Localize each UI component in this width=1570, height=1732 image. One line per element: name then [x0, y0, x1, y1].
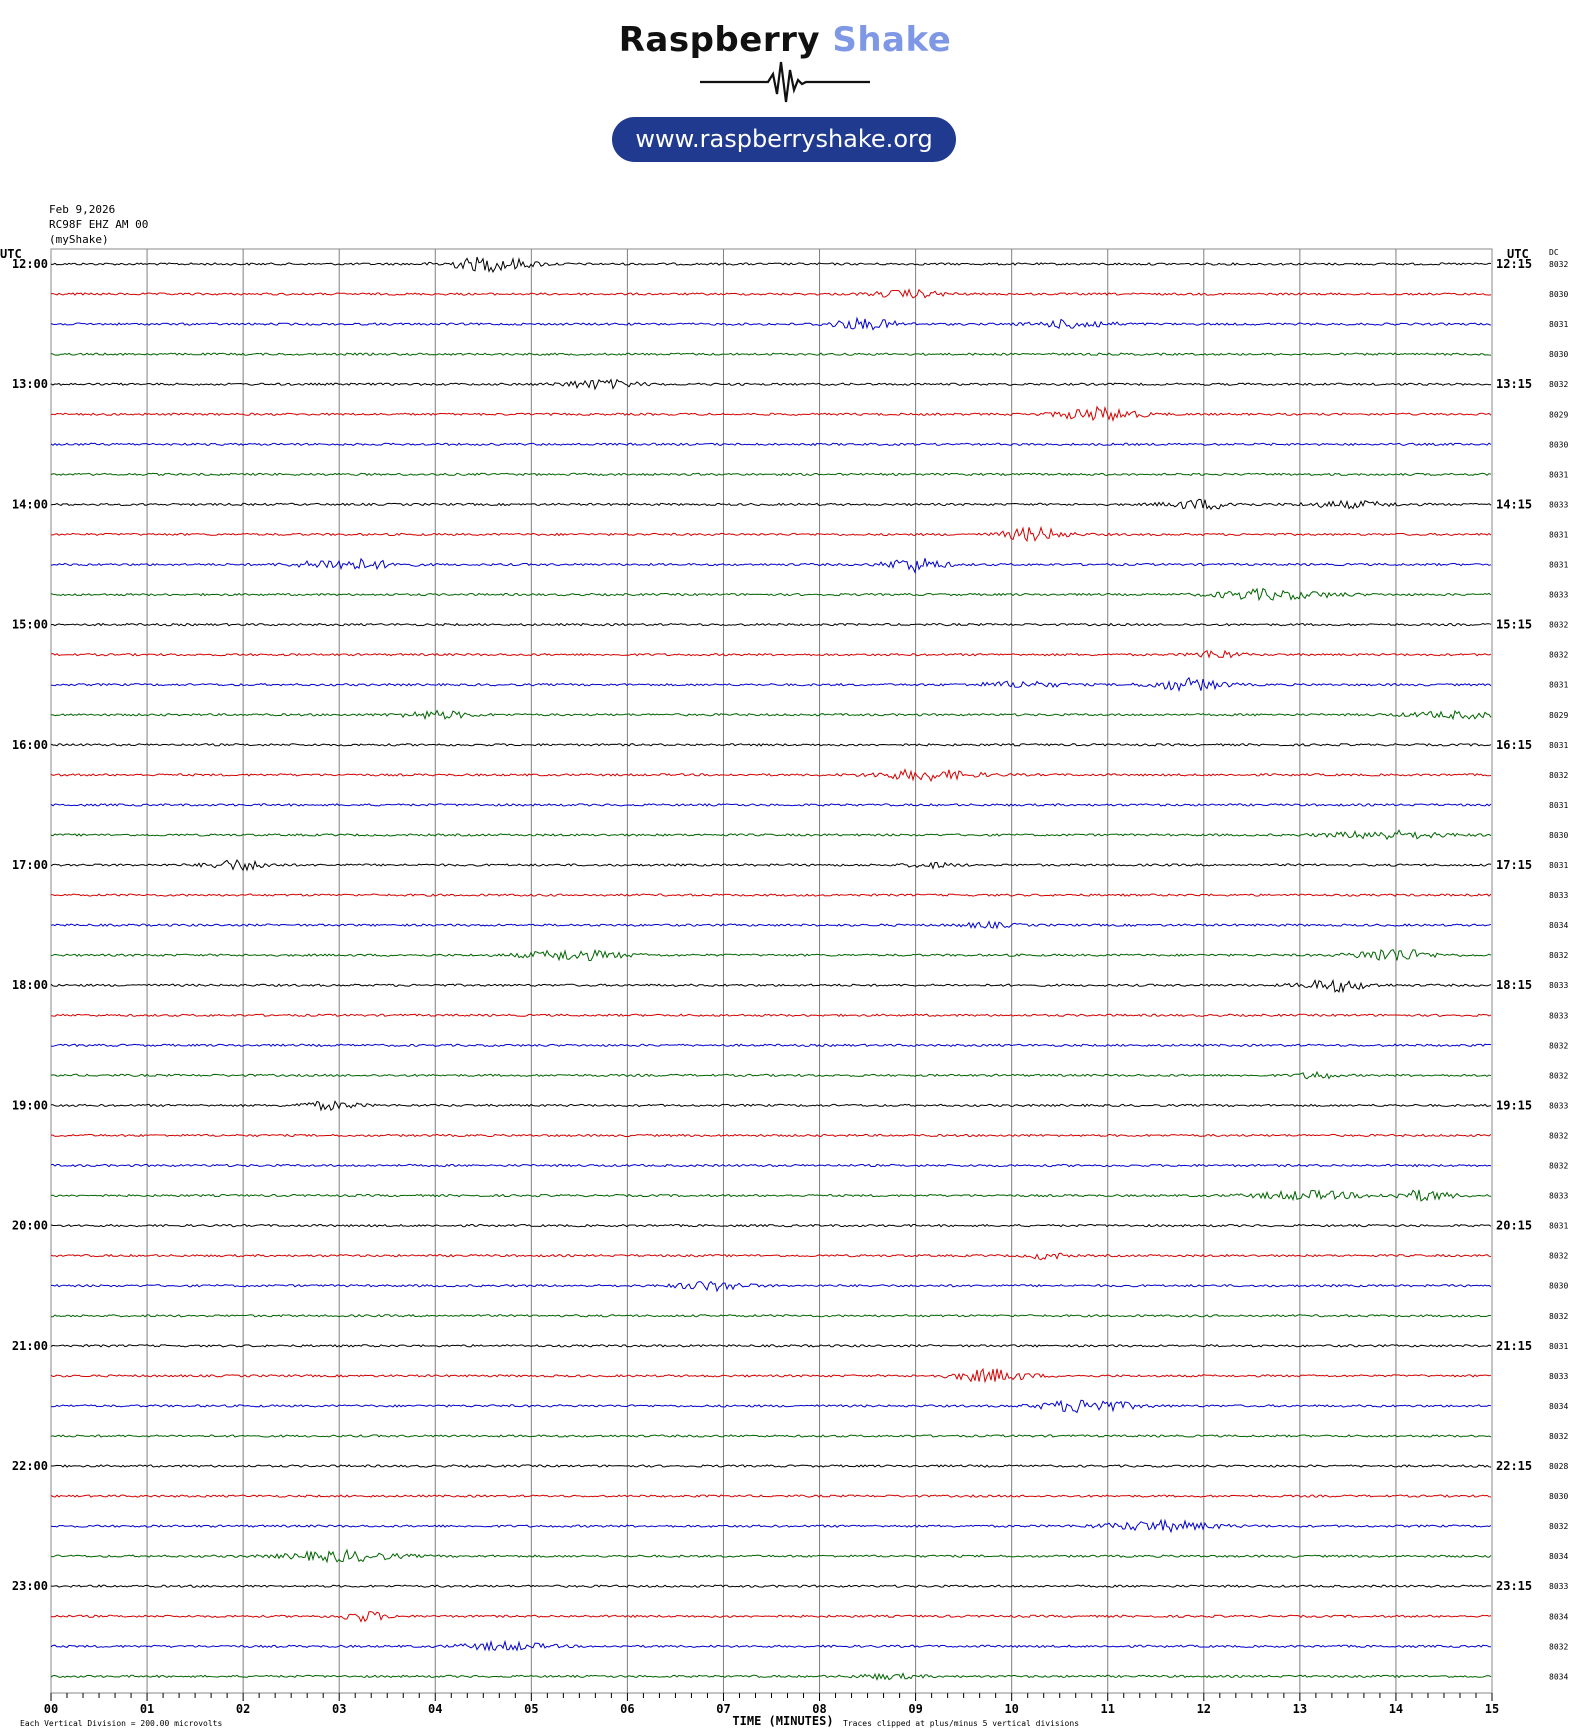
dc-offset-label: 8034 — [1549, 921, 1569, 931]
dc-offset-label: 8030 — [1549, 1281, 1569, 1291]
seismic-trace — [51, 1134, 1491, 1136]
hour-label-left: 19:00 — [11, 1098, 48, 1113]
seismic-trace — [51, 473, 1491, 475]
dc-offset-label: 8029 — [1549, 410, 1569, 420]
seismic-trace — [51, 1345, 1491, 1347]
dc-offset-label: 8030 — [1549, 1492, 1569, 1502]
seismic-trace — [51, 407, 1491, 421]
dc-offset-label: 8032 — [1549, 1161, 1569, 1171]
seismic-trace — [51, 980, 1491, 992]
x-tick-label: 04 — [428, 1702, 443, 1716]
x-tick-label: 05 — [524, 1702, 539, 1716]
dc-header: DC — [1549, 248, 1559, 257]
dc-offset-label: 8031 — [1549, 800, 1569, 810]
x-tick-label: 15 — [1484, 1702, 1500, 1716]
data-source: (myShake) — [49, 233, 109, 246]
clip-note: Traces clipped at plus/minus 5 vertical divisions — [843, 1719, 1080, 1728]
dc-offset-label: 8032 — [1549, 1642, 1569, 1652]
dc-offset-label: 8032 — [1549, 1131, 1569, 1141]
hour-label-right: 19:15 — [1496, 1098, 1533, 1113]
seismic-trace — [51, 711, 1491, 719]
hour-label-right: 17:15 — [1496, 858, 1533, 872]
seismic-trace — [51, 1642, 1491, 1651]
hour-label-left: 21:00 — [11, 1338, 48, 1353]
dc-offset-label: 8032 — [1549, 620, 1569, 630]
x-tick-label: 07 — [716, 1702, 731, 1716]
hour-label-left: 22:00 — [11, 1459, 48, 1473]
seismic-trace — [51, 744, 1491, 746]
hour-label-right: 22:15 — [1496, 1459, 1533, 1473]
dc-offset-label: 8033 — [1549, 981, 1569, 991]
dc-offset-label: 8031 — [1549, 530, 1569, 540]
seismic-trace — [51, 1225, 1491, 1227]
hour-label-left: 16:00 — [11, 737, 48, 752]
dc-offset-label: 8031 — [1549, 680, 1569, 690]
dc-offset-label: 8030 — [1549, 350, 1569, 360]
x-tick-label: 02 — [235, 1702, 251, 1716]
hour-label-left: 13:00 — [11, 377, 48, 392]
x-tick-label: 11 — [1100, 1702, 1115, 1716]
seismic-trace — [51, 290, 1491, 298]
plot-frame — [51, 249, 1492, 1693]
x-tick-label: 12 — [1196, 1702, 1212, 1716]
hour-label-left: 18:00 — [11, 978, 48, 993]
seismic-trace — [51, 443, 1491, 445]
hour-label-right: 13:15 — [1496, 377, 1533, 392]
dc-offset-label: 8032 — [1549, 1251, 1569, 1261]
seismic-trace — [51, 624, 1491, 626]
dc-offset-label: 8031 — [1549, 740, 1569, 750]
dc-offset-label: 8032 — [1549, 770, 1569, 780]
utc-header-right: UTC — [1507, 247, 1529, 261]
seismic-trace — [51, 558, 1491, 572]
seismic-trace — [51, 1164, 1491, 1166]
dc-offset-label: 8034 — [1549, 1672, 1569, 1682]
dc-offset-label: 8030 — [1549, 290, 1569, 300]
hour-label-left: 12:00 — [11, 257, 48, 271]
seismic-trace — [51, 922, 1491, 928]
hour-label-left: 14:00 — [11, 497, 48, 512]
dc-offset-label: 8033 — [1549, 891, 1569, 901]
dc-offset-label: 8032 — [1549, 1522, 1569, 1532]
seismic-trace — [51, 678, 1491, 691]
dc-offset-label: 8032 — [1549, 650, 1569, 660]
seismic-trace — [51, 1072, 1491, 1079]
dc-offset-label: 8033 — [1549, 1011, 1569, 1021]
dc-offset-label: 8033 — [1549, 1582, 1569, 1592]
dc-offset-label: 8032 — [1549, 1041, 1569, 1051]
seismic-trace — [51, 1315, 1491, 1317]
seismic-trace — [51, 380, 1491, 389]
seismic-trace — [51, 651, 1491, 658]
seismic-trace — [51, 860, 1491, 870]
seismic-trace — [51, 257, 1491, 272]
seismic-trace — [51, 1520, 1491, 1532]
x-tick-label: 01 — [139, 1702, 155, 1716]
seismic-trace — [51, 1612, 1491, 1622]
seismic-trace — [51, 353, 1491, 355]
dc-offset-label: 8032 — [1549, 1311, 1569, 1321]
x-axis — [20, 1693, 1499, 1728]
dc-offset-label: 8033 — [1549, 1371, 1569, 1381]
seismic-trace — [51, 1465, 1491, 1467]
dc-offset-label: 8033 — [1549, 1191, 1569, 1201]
website-link[interactable]: www.raspberryshake.org — [612, 117, 956, 162]
seismic-trace — [51, 1190, 1491, 1201]
seismic-trace — [51, 527, 1491, 541]
dc-offset-label: 8031 — [1549, 560, 1569, 570]
dc-offset-label: 8032 — [1549, 260, 1569, 269]
dc-offset-label: 8031 — [1549, 470, 1569, 480]
dc-offset-label: 8032 — [1549, 951, 1569, 961]
plot-date: Feb 9,2026 — [49, 203, 116, 216]
station-code: RC98F EHZ AM 00 — [49, 218, 149, 231]
hour-label-right: 20:15 — [1496, 1218, 1533, 1233]
seismic-trace — [51, 770, 1491, 781]
seismic-trace — [51, 1550, 1491, 1562]
x-tick-label: 00 — [43, 1702, 59, 1716]
seismic-trace — [51, 499, 1491, 509]
hour-label-right: 21:15 — [1496, 1338, 1533, 1353]
x-tick-label: 03 — [331, 1702, 347, 1716]
plot-grid — [51, 249, 1492, 1693]
seismic-trace — [51, 1495, 1491, 1497]
dc-offset-label: 8033 — [1549, 1101, 1569, 1111]
hour-label-left: 20:00 — [11, 1218, 48, 1233]
seismic-trace — [51, 894, 1491, 896]
x-tick-label: 06 — [620, 1702, 635, 1716]
dc-offset-label: 8029 — [1549, 710, 1569, 720]
dc-offset-label: 8034 — [1549, 1552, 1569, 1562]
dc-offset-label: 8031 — [1549, 861, 1569, 870]
hour-label-left: 15:00 — [11, 617, 48, 632]
seismic-trace — [51, 830, 1491, 839]
hour-label-right: 16:15 — [1496, 737, 1533, 752]
dc-offset-label: 8034 — [1549, 1401, 1569, 1411]
brand-name-main: Raspberry — [618, 20, 821, 60]
dc-offset-label: 8033 — [1549, 500, 1569, 510]
seismic-trace — [51, 804, 1491, 806]
seismic-trace — [51, 1253, 1491, 1260]
hour-label-right: 15:15 — [1496, 617, 1533, 632]
seismic-trace — [51, 1044, 1491, 1046]
dc-offset-label: 8032 — [1549, 380, 1569, 390]
seismic-trace — [51, 1674, 1491, 1680]
dc-offset-label: 8033 — [1549, 590, 1569, 600]
x-tick-label: 14 — [1388, 1702, 1404, 1716]
x-tick-label: 08 — [812, 1702, 827, 1716]
hour-label-left: 17:00 — [11, 858, 48, 872]
seismic-trace — [51, 1014, 1491, 1016]
dc-offset-label: 8030 — [1549, 440, 1569, 450]
dc-offset-label: 8028 — [1549, 1462, 1569, 1471]
seismic-trace — [51, 318, 1491, 329]
x-axis-title: TIME (MINUTES) — [732, 1714, 834, 1728]
seismic-trace — [51, 1369, 1491, 1382]
seismic-trace — [51, 1585, 1491, 1587]
hour-label-right: 23:15 — [1496, 1579, 1533, 1594]
seismic-trace — [51, 1101, 1491, 1110]
hour-label-right: 18:15 — [1496, 978, 1533, 993]
hour-label-right: 12:15 — [1496, 257, 1533, 271]
utc-header-left: UTC — [0, 247, 22, 261]
dc-offset-label: 8032 — [1549, 1431, 1569, 1441]
x-tick-label: 10 — [1004, 1702, 1019, 1716]
seismic-trace — [51, 1400, 1491, 1412]
seismic-trace — [51, 950, 1491, 961]
vertical-scale-note: Each Vertical Division = 200.00 microvolts — [20, 1719, 223, 1728]
dc-offset-label: 8031 — [1549, 320, 1569, 330]
hour-label-left: 23:00 — [11, 1579, 48, 1594]
x-tick-label: 13 — [1292, 1702, 1308, 1716]
seismic-trace — [51, 1435, 1491, 1437]
dc-offset-label: 8031 — [1549, 1341, 1569, 1351]
dc-offset-label: 8034 — [1549, 1612, 1569, 1622]
dc-offset-label: 8031 — [1549, 1221, 1569, 1231]
seismic-traces — [51, 257, 1491, 1680]
dc-offset-label: 8030 — [1549, 830, 1569, 840]
seismic-trace — [51, 1282, 1491, 1291]
dc-offset-label: 8032 — [1549, 1071, 1569, 1081]
seismic-trace — [51, 589, 1491, 600]
brand-name-accent: Shake — [832, 20, 952, 60]
hour-label-right: 14:15 — [1496, 497, 1533, 512]
x-tick-label: 09 — [908, 1702, 923, 1716]
